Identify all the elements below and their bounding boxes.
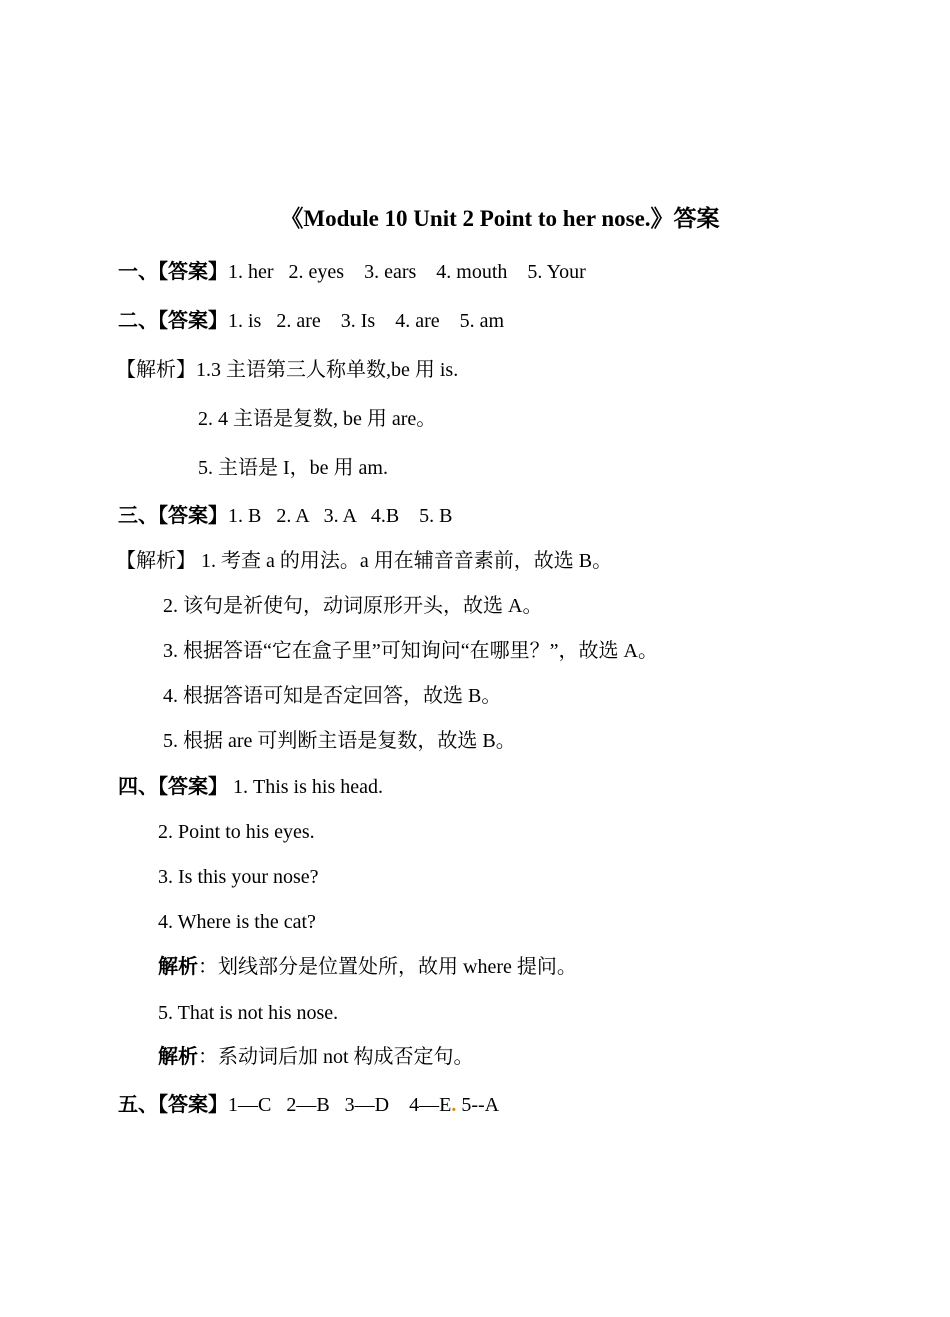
section-4-answer — [118, 774, 383, 800]
section-4-analysis-1-label: 解析 — [158, 956, 198, 978]
section-4-analysis-1 — [158, 954, 577, 980]
section-2-analysis-1 — [116, 357, 458, 383]
section-2-analysis-line-1: 1.3 主语第三人称单数,be 用 is. — [196, 359, 459, 381]
section-1-label: 一、【答案】 — [118, 261, 228, 283]
section-3-analysis-line-5: 5. 根据 are 可判断主语是复数，故选 B。 — [163, 730, 516, 752]
title-part-1: 《Module 10 Unit 2 Point to h — [280, 206, 576, 231]
section-1-text: 1. her 2. eyes 3. ears 4. mouth 5. Your — [228, 261, 586, 283]
section-3-analysis-line-3: 3. 根据答语“它在盒子里”可知询问“在哪里？”，故选 A。 — [163, 640, 658, 662]
section-2-analysis-label: 【解析】 — [116, 359, 196, 381]
section-4-analysis-2 — [158, 1044, 474, 1070]
section-2-label: 二、【答案】 — [118, 310, 228, 332]
section-4-line-3: 3. Is this your nose? — [158, 866, 319, 888]
section-3-analysis-line-1: 1. 考查 a 的用法。a 用在辅音音素前，故选 B。 — [196, 550, 613, 572]
section-3-analysis-1 — [116, 548, 612, 574]
section-5-text: 1—C 2—B 3—D 4—E — [228, 1094, 452, 1116]
section-4-analysis-1-text: ：划线部分是位置处所，故用 where 提问。 — [198, 956, 577, 978]
section-5-label: 五、【答案】 — [118, 1094, 228, 1116]
section-2-text: 1. is 2. are 3. Is 4. are 5. am — [228, 310, 505, 332]
section-4-label: 四、【答案】 — [118, 776, 228, 798]
section-3-answer — [118, 503, 453, 529]
title-part-2: er nose.》答案 — [575, 206, 720, 231]
section-2-analysis-line-2: 2. 4 主语是复数, be 用 are。 — [198, 408, 437, 430]
section-5-text-2: 5--A — [456, 1094, 500, 1116]
section-5-answer — [118, 1092, 499, 1118]
section-3-analysis-line-2: 2. 该句是祈使句，动词原形开头，故选 A。 — [163, 595, 543, 617]
section-1-answer — [118, 259, 586, 285]
section-5-dot: . — [451, 1094, 457, 1116]
section-2-analysis-line-3: 5. 主语是 I，be 用 am. — [198, 457, 388, 479]
section-4-line-2: 2. Point to his eyes. — [158, 821, 315, 843]
section-4-line-4: 4. Where is the cat? — [158, 911, 316, 933]
section-2-answer — [118, 308, 504, 334]
section-3-analysis-label: 【解析】 — [116, 550, 196, 572]
section-4-line-1: 1. This is his head. — [228, 776, 383, 798]
section-3-text: 1. B 2. A 3. A 4.B 5. B — [228, 505, 453, 527]
section-4-analysis-2-label: 解析 — [158, 1046, 198, 1068]
section-4-analysis-2-text: ：系动词后加 not 构成否定句。 — [198, 1046, 474, 1068]
section-4-line-5: 5. That is not his nose. — [158, 1002, 339, 1024]
section-3-analysis-line-4: 4. 根据答语可知是否定回答，故选 B。 — [163, 685, 502, 707]
page-title — [0, 204, 950, 234]
section-3-label: 三、【答案】 — [118, 505, 228, 527]
